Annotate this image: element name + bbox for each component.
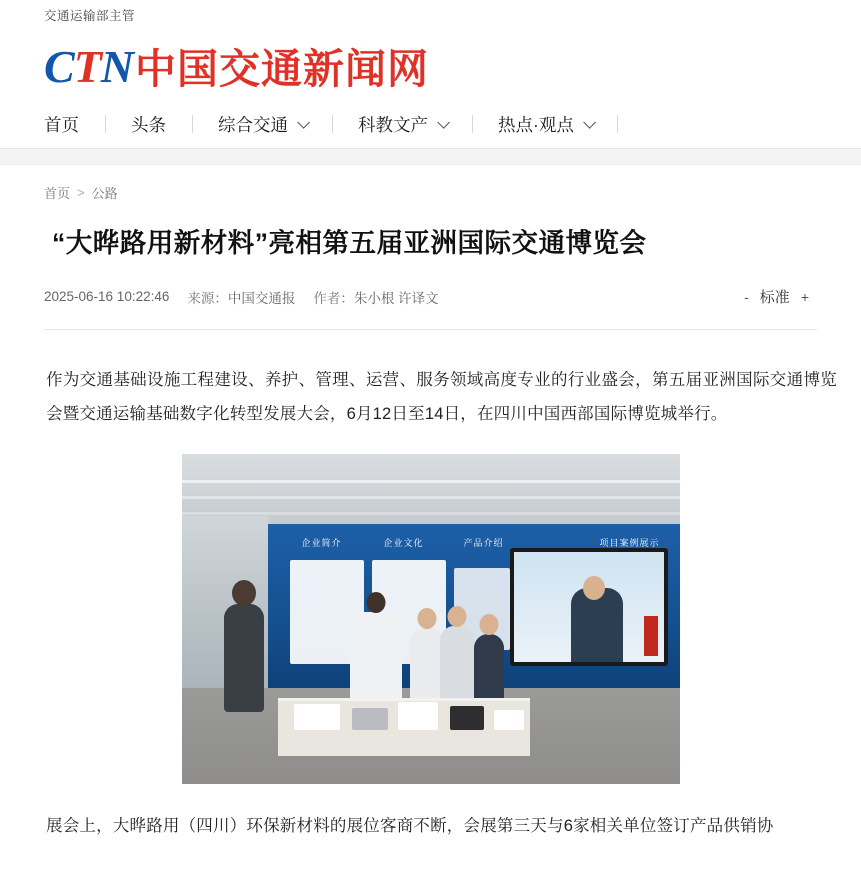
breadcrumb-separator: >: [77, 185, 85, 200]
author-label: 作者：: [313, 290, 354, 306]
breadcrumb: [0, 165, 861, 202]
nav-divider-3: [306, 115, 358, 133]
breadcrumb-home[interactable]: 首页: [44, 186, 71, 201]
nav-label-science-education: 科教文产: [358, 114, 428, 135]
font-size-decrease-button[interactable]: -: [744, 288, 749, 305]
meta-divider: [44, 329, 817, 330]
nav-divider-5: [592, 115, 644, 133]
site-logo[interactable]: [0, 30, 861, 100]
font-size-increase-button[interactable]: +: [800, 288, 809, 305]
nav-label-comprehensive-transport: 综合交通: [218, 114, 288, 135]
booth-header-2: 企业文化: [383, 538, 424, 549]
booth-header-3: 产品介绍: [463, 538, 504, 549]
nav-item-hot-opinion[interactable]: [498, 112, 592, 137]
nav-divider-4: [446, 115, 498, 133]
article-paragraph-1: 作为交通基础设施工程建设、养护、管理、运营、服务领域高度专业的行业盛会，第五届亚洲国际交通博览会暨交通运输基础数字化转型发展大会，6月12日至14日，在四川中国西部国际博览城举行。: [46, 371, 837, 424]
publish-datetime: 2025-06-16 10:22:46: [44, 289, 170, 305]
image-display-table: [278, 698, 530, 756]
booth-header-4: 项目案例展示: [599, 538, 660, 549]
nav-item-science-education[interactable]: [358, 112, 446, 137]
article-paragraph-2: 展会上，大晔路用（四川）环保新材料的展位客商不断，会展第三天与6家相关单位签订产品供销协: [46, 817, 774, 836]
booth-header-1: 企业简介: [301, 538, 342, 549]
font-size-control: [744, 286, 817, 307]
topbar: [0, 0, 861, 30]
source-label: 来源：: [187, 290, 228, 306]
logo-letter-c: C: [44, 41, 74, 92]
logo-letter-n: N: [100, 41, 134, 92]
nav-item-headline[interactable]: [131, 112, 166, 137]
nav-divider-2: [166, 115, 218, 133]
nav-item-home[interactable]: [44, 112, 79, 137]
breadcrumb-current[interactable]: 公路: [91, 186, 118, 201]
image-person: [224, 604, 264, 712]
source-block: [187, 287, 295, 307]
author-value: 朱小根 许译文: [353, 290, 439, 306]
article-image: [182, 454, 680, 784]
author-block: [313, 287, 438, 307]
nav-item-comprehensive-transport[interactable]: [218, 112, 306, 137]
article-meta: [44, 286, 817, 307]
nav-divider-1: [79, 115, 131, 133]
logo-letter-t: T: [73, 41, 101, 92]
page-title: “大晔路用新材料”亮相第五届亚洲国际交通博览会: [52, 228, 647, 258]
logo-site-name: 中国交通新闻网: [135, 46, 430, 92]
logo-mark: [44, 41, 134, 92]
section-band: [0, 149, 861, 165]
nav-label-hot-opinion: 热点·观点: [498, 114, 574, 135]
main-nav: [0, 100, 861, 149]
supervisor-text: 交通运输部主管: [44, 9, 136, 23]
image-person: [350, 612, 402, 712]
nav-label-home: 首页: [44, 114, 79, 135]
font-size-current[interactable]: 标准: [759, 289, 790, 307]
image-visitors: [182, 582, 680, 712]
source-value: 中国交通报: [227, 290, 296, 306]
nav-label-headline: 头条: [131, 114, 166, 135]
